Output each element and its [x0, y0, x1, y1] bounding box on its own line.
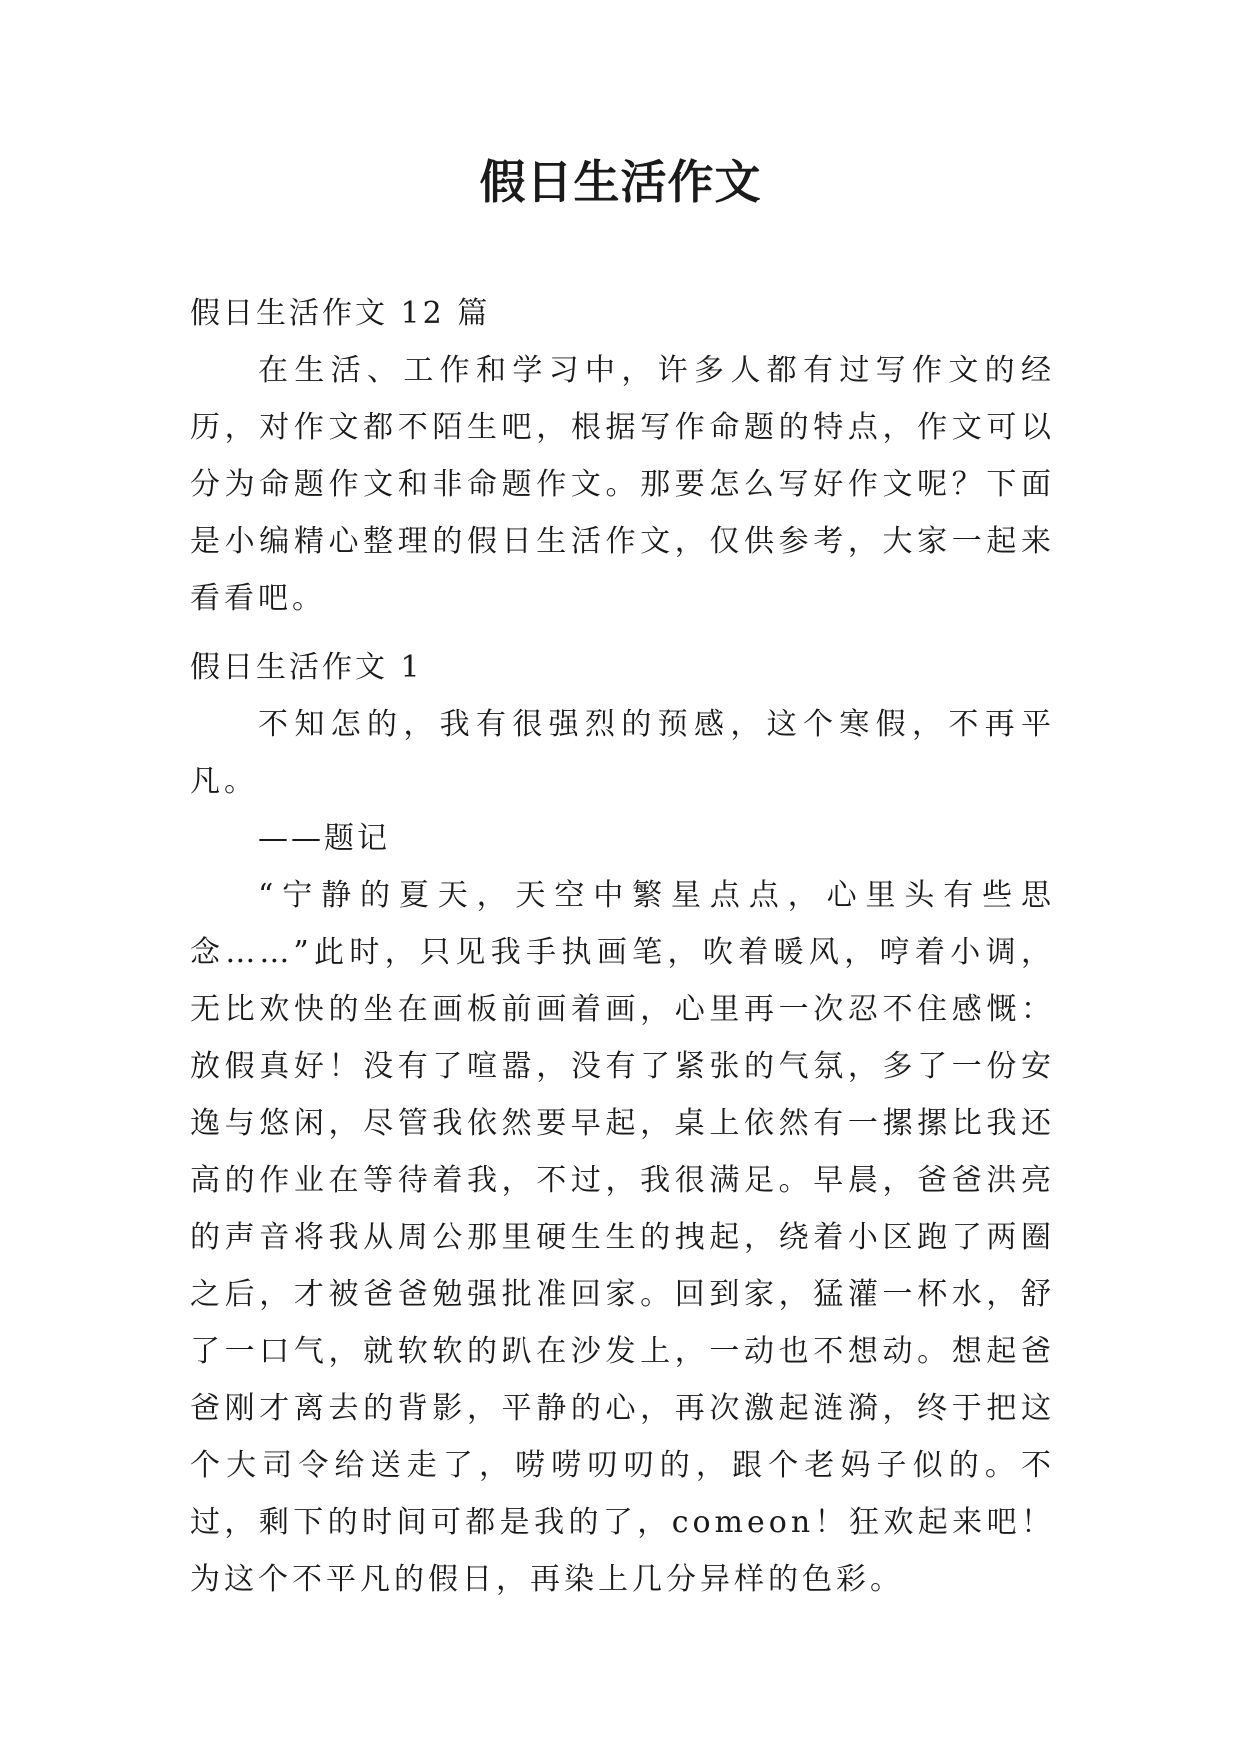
intro-section [190, 285, 1055, 627]
essay-heading: 假日生活作文 1 [190, 650, 423, 685]
essay-epigraph: 不知怎的，我有很强烈的预感，这个寒假，不再平凡。 [190, 707, 1055, 799]
essay-inscription: ——题记 [258, 821, 390, 856]
intro-paragraph: 在生活、工作和学习中，许多人都有过写作文的经历，对作文都不陌生吧，根据写作命题的特点，作文可以分为命题作文和非命题作文。那要怎么写好作文呢？下面是小编精心整理的假日生活作文，仅供参考，大家一起来看看吧。 [190, 353, 1055, 616]
essay-body: “宁静的夏天，天空中繁星点点，心里头有些思念……”此时，只见我手执画笔，吹着暖风，哼着小调，无比欢快的坐在画板前画着画，心里再一次忍不住感慨：放假真好！没有了喧嚣，没有了紧张的气氛，多了一份安逸与悠闲，尽管我依然要早起，桌上依然有一摞摞比我还高的作业在等待着我，不过，我很满足。早晨，爸爸洪亮的声音将我从周公那里硬生生的拽起，绕着小区跑了两圈之后，才被爸爸勉强批准回家。回到家，猛灌一杯水，舒了一口气，就软软的趴在沙发上，一动也不想动。想起爸爸刚才离去的背影，平静的心，再次激起涟漪，终于把这个大司令给送走了，唠唠叨叨的，跟个老妈子似的。不过，剩下的时间可都是我的了，comeon！狂欢起来吧！为这个不平凡的假日，再染上几分异样的色彩。 [190, 878, 1055, 1597]
document-title: 假日生活作文 [479, 155, 762, 209]
collection-heading: 假日生活作文 12 篇 [190, 296, 491, 331]
essay-section-1 [190, 639, 1055, 1608]
